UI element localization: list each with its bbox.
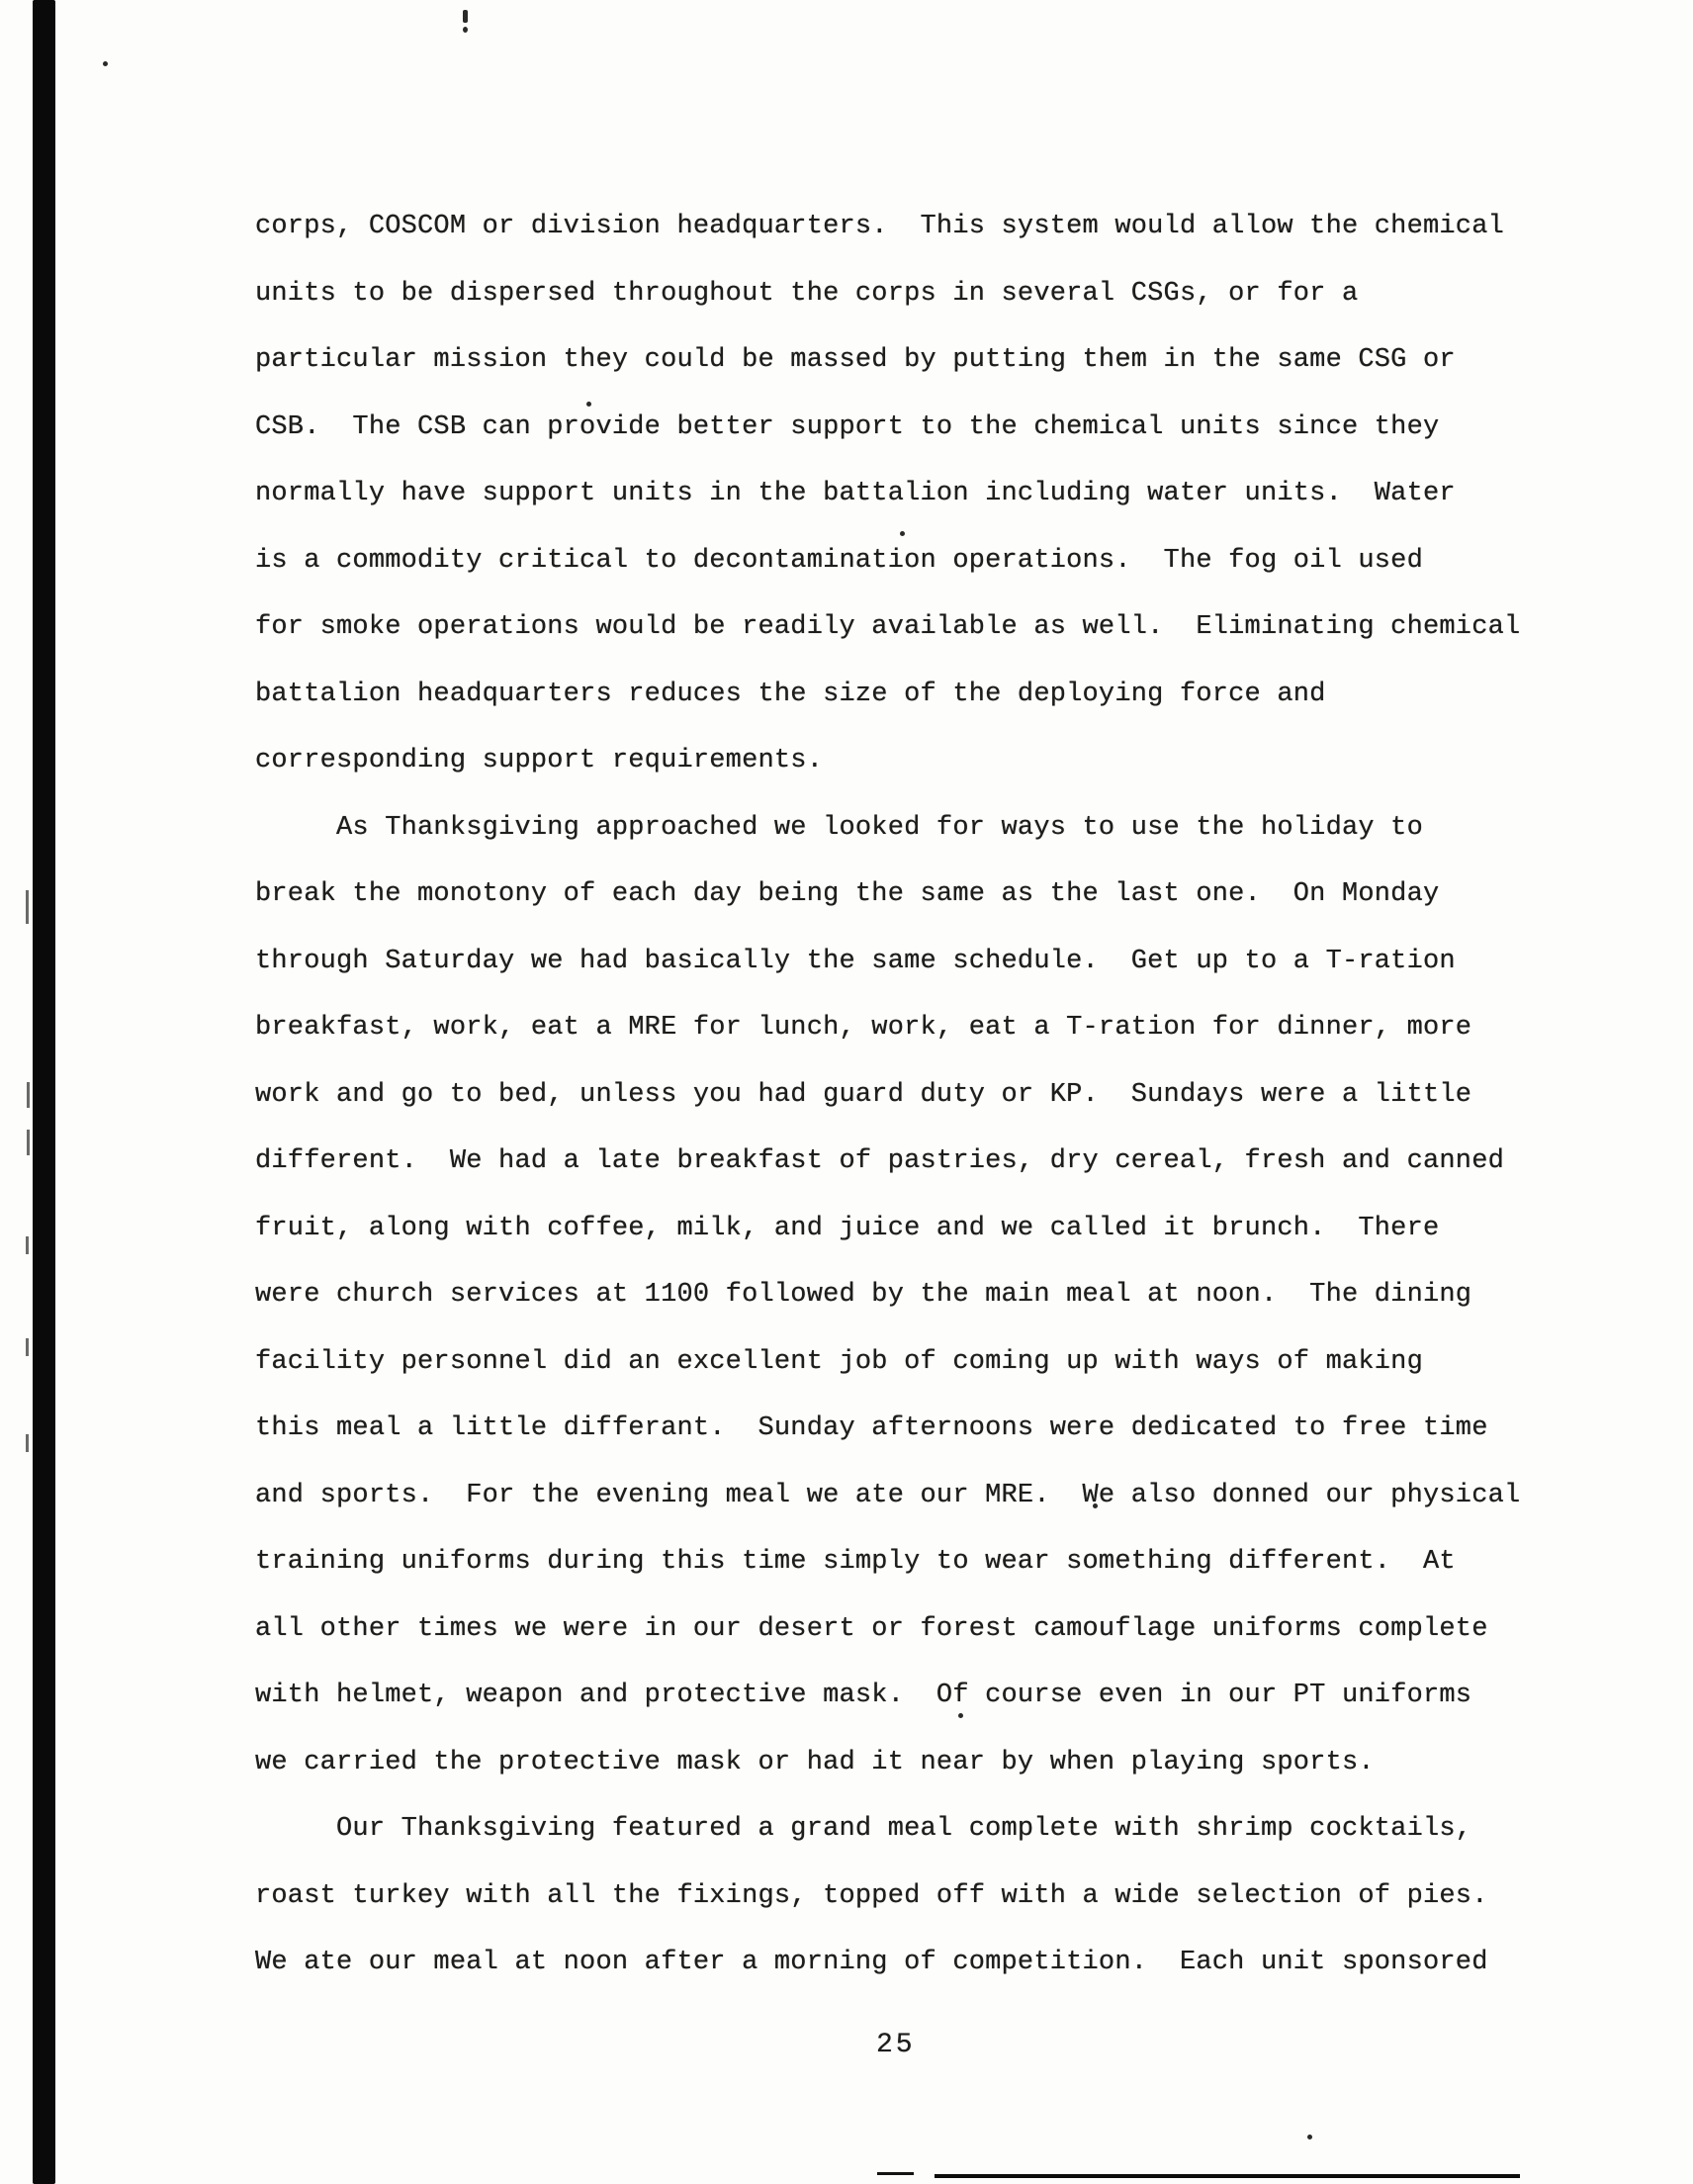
scan-artifact-dot [103,61,108,66]
text-line: breakfast, work, eat a MRE for lunch, work, eat a T-ration for dinner, more [255,1013,1472,1043]
text-line: As Thanksgiving approached we looked for ways to use the holiday to [255,812,1423,843]
text-line: different. We had a late breakfast of pastries, dry cereal, fresh and canned [255,1146,1505,1176]
page-number: 25 [876,2030,916,2060]
text-line: We ate our meal at noon after a morning of competition. Each unit sponsored [255,1948,1488,1977]
scan-artifact-dot [1307,2135,1312,2139]
scan-margin-tick [27,1130,30,1155]
scan-margin-tick [26,890,29,924]
text-line: battalion headquarters reduces the size of the deploying force and [255,679,1326,709]
text-line: work and go to bed, unless you had guard duty or KP. Sundays were a little [255,1079,1472,1110]
text-line: Our Thanksgiving featured a grand meal complete with shrimp cocktails, [255,1814,1472,1844]
scan-margin-tick [27,1082,30,1108]
bottom-rule-long [935,2174,1520,2178]
text-line: training uniforms during this time simply to wear something different. At [255,1547,1456,1577]
text-line: this meal a little differant. Sunday afternoons were dedicated to free time [255,1413,1488,1443]
text-line: all other times we were in our desert or forest camouflage uniforms complete [255,1613,1488,1644]
text-line: is a commodity critical to decontamination operations. The fog oil used [255,545,1423,576]
text-line: particular mission they could be massed by putting them in the same CSG or [255,345,1456,375]
text-line: fruit, along with coffee, milk, and juice and we called it brunch. There [255,1213,1440,1243]
text-line: were church services at 1100 followed by the main meal at noon. The dining [255,1280,1472,1310]
text-line: for smoke operations would be readily available as well. Eliminating chemical [255,612,1521,642]
left-scan-binding-bar [33,0,55,2184]
text-line: roast turkey with all the fixings, topped off with a wide selection of pies. [255,1880,1488,1911]
document-text [255,194,1570,1997]
text-line: break the monotony of each day being the same as the last one. On Monday [255,879,1440,909]
text-line: facility personnel did an excellent job of coming up with ways of making [255,1346,1423,1377]
scan-margin-tick [26,1338,29,1356]
text-line: corps, COSCOM or division headquarters. This system would allow the chemical [255,212,1505,241]
scan-artifact-mark [463,27,468,33]
text-line: corresponding support requirements. [255,746,824,775]
text-line: normally have support units in the battalion including water units. Water [255,479,1456,508]
text-line: units to be dispersed throughout the corps in several CSGs, or for a [255,278,1359,309]
text-line: CSB. The CSB can provide better support to the chemical units since they [255,411,1440,442]
text-line: through Saturday we had basically the same schedule. Get up to a T-ration [255,946,1456,976]
text-line: we carried the protective mask or had it near by when playing sports. [255,1747,1375,1777]
text-line: and sports. For the evening meal we ate our MRE. We also donned our physical [255,1480,1521,1510]
scan-artifact-mark [463,10,468,23]
bottom-rule-short [877,2172,914,2175]
text-line: with helmet, weapon and protective mask. Of course even in our PT uniforms [255,1681,1472,1710]
scan-margin-tick [26,1434,29,1452]
scan-margin-tick [26,1236,29,1254]
